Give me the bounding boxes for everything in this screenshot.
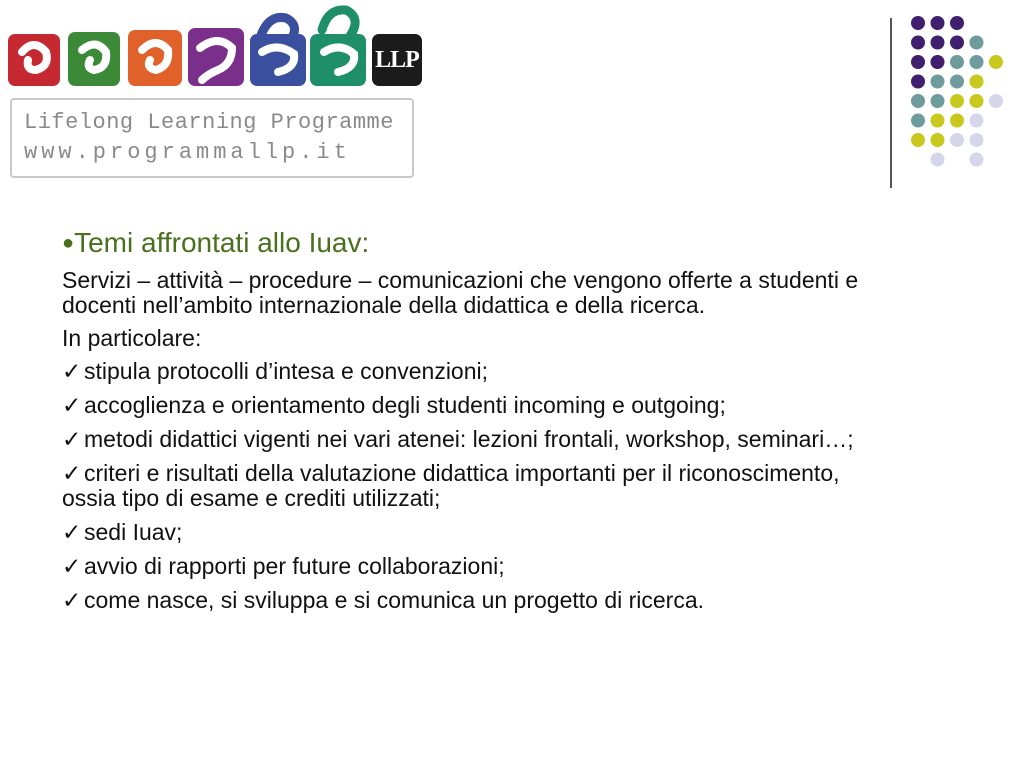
decorative-dot (970, 75, 984, 89)
slide-heading (62, 226, 892, 260)
checklist-item (62, 393, 892, 418)
heading-bullet-icon: ● (62, 232, 75, 254)
check-icon: ✓ (62, 460, 82, 486)
logo-tile-blue (250, 17, 306, 86)
llp-logo (6, 4, 420, 182)
decorative-dot (950, 55, 964, 69)
decorative-dot (970, 133, 984, 147)
checklist-item (62, 427, 892, 452)
checklist-item (62, 520, 892, 545)
logo-tile-green (68, 32, 120, 86)
check-icon: ✓ (62, 358, 82, 384)
check-icon: ✓ (62, 426, 82, 452)
check-icon: ✓ (62, 553, 82, 579)
checklist-item-text: sedi Iuav; (84, 519, 183, 545)
decorative-dot (931, 75, 945, 89)
checklist-item-text: stipula protocolli d’intesa e convenzioni; (84, 358, 489, 384)
check-icon: ✓ (62, 519, 82, 545)
programme-name: Lifelong Learning Programme (24, 110, 394, 135)
decorative-dot (950, 133, 964, 147)
decorative-dot (911, 16, 925, 30)
decorative-dot (911, 94, 925, 108)
decorative-dot (970, 55, 984, 69)
decorative-dot (989, 55, 1003, 69)
checklist-item-text: accoglienza e orientamento degli studenti incoming e outgoing; (84, 392, 726, 418)
logo-tile-orange (128, 30, 182, 86)
check-icon: ✓ (62, 392, 82, 418)
logo-tile-red (8, 34, 60, 86)
checklist-item-text: avvio di rapporti per future collaborazioni; (84, 553, 505, 579)
check-icon: ✓ (62, 587, 82, 613)
decorative-dot (931, 16, 945, 30)
intro-paragraph: Servizi – attività – procedure – comunicazioni che vengono offerte a studenti e docenti nell’ambito internazionale della didattica e della ricerca. (62, 267, 859, 318)
checklist-item (62, 588, 892, 613)
decorative-dot (931, 36, 945, 50)
decorative-dot (911, 55, 925, 69)
lead-text: In particolare: (62, 325, 202, 351)
decorative-dot (931, 114, 945, 128)
logo-tile-teal (310, 10, 366, 86)
decorative-dot (989, 94, 1003, 108)
programme-website: www.programmallp.it (24, 140, 351, 165)
checklist-item (62, 554, 892, 579)
checklist-item (62, 359, 892, 384)
decorative-dot (911, 114, 925, 128)
checklist-item (62, 461, 892, 511)
logo-tile-purple (188, 28, 244, 86)
programme-box (10, 98, 414, 178)
decorative-dot (911, 133, 925, 147)
decorative-dot (911, 75, 925, 89)
llp-logo-shapes (6, 4, 372, 94)
decorative-dot (950, 16, 964, 30)
decorative-dot (950, 75, 964, 89)
decorative-dot (931, 55, 945, 69)
checklist-item-text: come nasce, si sviluppa e si comunica un progetto di ricerca. (84, 587, 705, 613)
checklist-item-text: metodi didattici vigenti nei vari atenei: lezioni frontali, workshop, seminari…; (84, 426, 854, 452)
llp-badge: LLP (372, 34, 422, 86)
decorative-dot (950, 36, 964, 50)
decorative-dot-grid (900, 10, 1010, 170)
decorative-dot (970, 94, 984, 108)
heading-text: Temi affrontati allo Iuav: (74, 227, 370, 258)
slide-content (62, 226, 892, 622)
decorative-dot (911, 36, 925, 50)
decorative-dot (970, 36, 984, 50)
checklist (62, 359, 892, 613)
decorative-dot (931, 94, 945, 108)
decorative-dot (931, 153, 945, 167)
decorative-dot (950, 94, 964, 108)
decorative-dot (931, 133, 945, 147)
decorative-dot (970, 153, 984, 167)
vertical-divider (890, 18, 892, 188)
checklist-item-text: criteri e risultati della valutazione didattica importanti per il riconoscimento, ossia tipo di esame e crediti utilizzati; (62, 460, 840, 511)
decorative-dot (970, 114, 984, 128)
decorative-dot (950, 114, 964, 128)
